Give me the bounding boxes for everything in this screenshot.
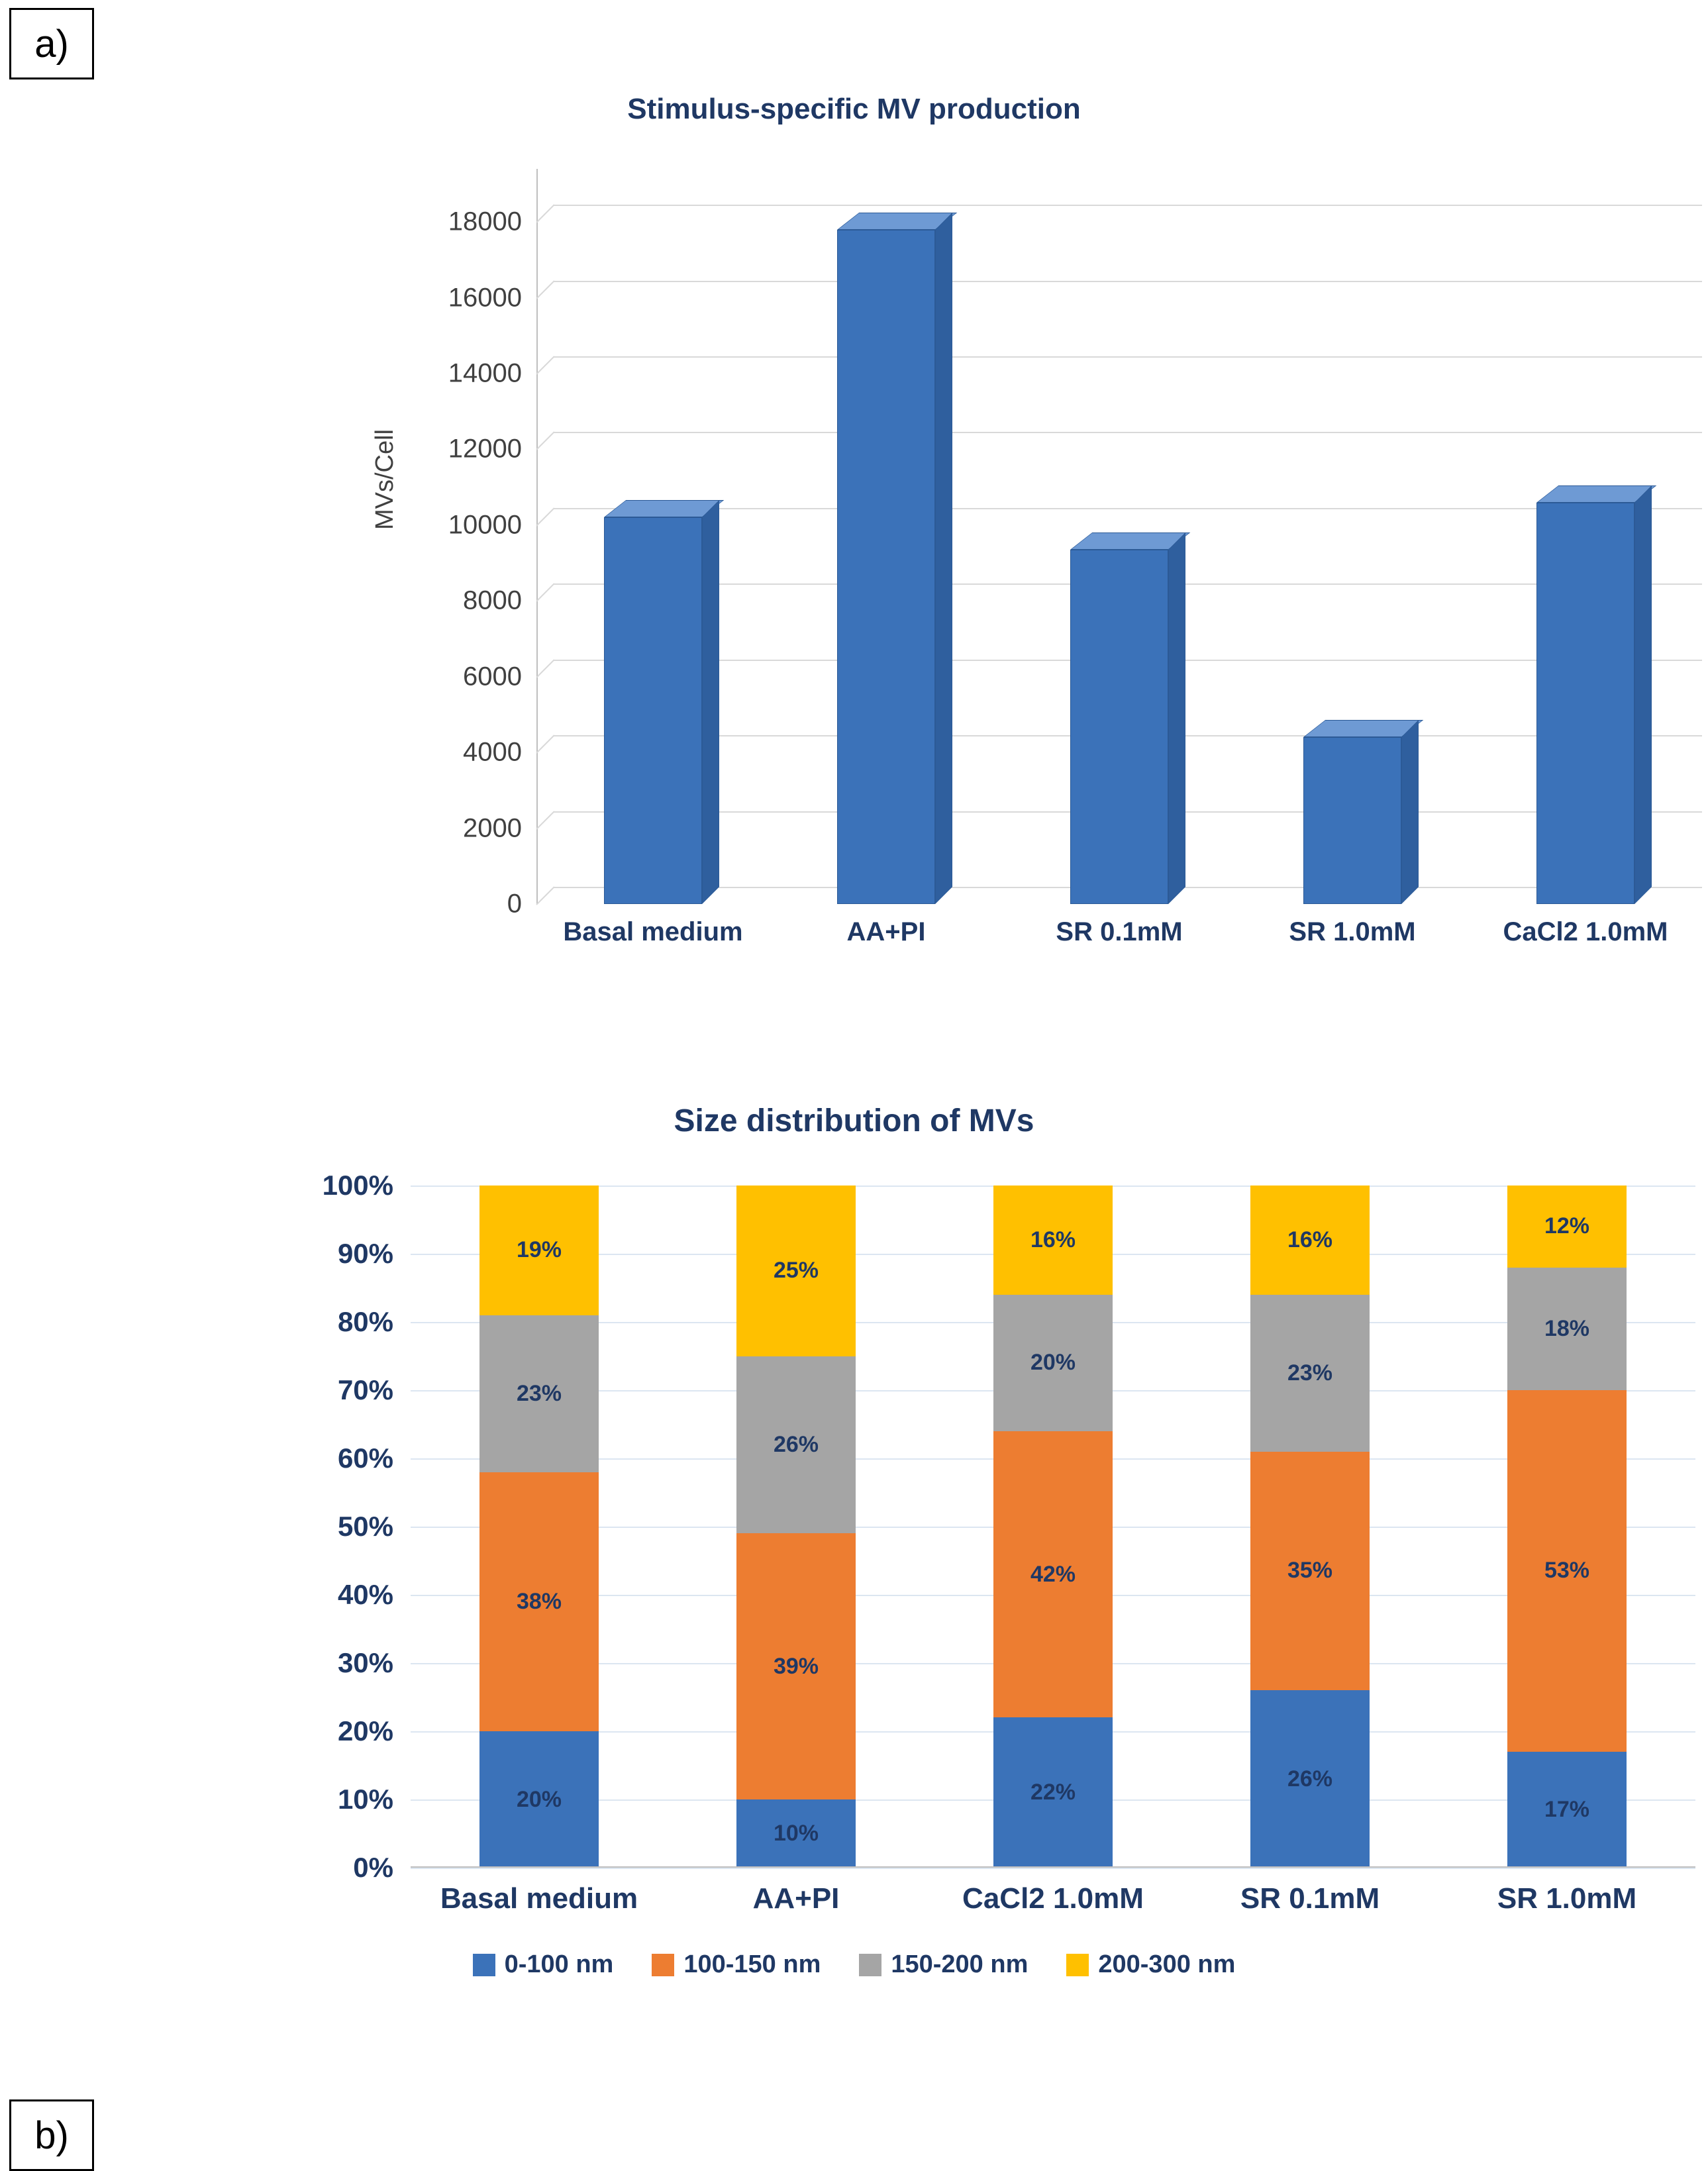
chart-b-bar-segment [993, 1431, 1113, 1718]
chart-b-bar-segment [736, 1186, 856, 1356]
chart-a-bar [1303, 737, 1401, 904]
chart-b-y-tick-label: 100% [322, 1170, 393, 1201]
chart-b-bar [1250, 1186, 1370, 1868]
chart-b-x-tick-label: SR 1.0mM [1497, 1882, 1637, 1915]
chart-b-segment-label: 38% [516, 1588, 562, 1614]
chart-a-bar-side [1634, 485, 1652, 904]
chart-b-segment-label: 18% [1544, 1315, 1590, 1341]
chart-b-x-tick-label: Basal medium [440, 1882, 638, 1915]
legend-swatch [652, 1954, 674, 1976]
chart-b-plot-area [322, 1170, 1695, 1915]
chart-b-bar-segment [736, 1533, 856, 1799]
panel-a-chart [0, 0, 1708, 1007]
chart-b-y-tick-label: 90% [337, 1238, 393, 1269]
chart-b-bar-segment [479, 1472, 599, 1731]
chart-a-y-tick-label: 0 [507, 889, 522, 919]
chart-b-x-axis [411, 1866, 1695, 1868]
chart-b-segment-label: 26% [1287, 1766, 1333, 1792]
panel-a-label: a) [9, 8, 94, 79]
chart-a-y-tick-label: 8000 [463, 585, 522, 615]
chart-a-bar [1536, 503, 1634, 904]
chart-b-segment-label: 12% [1544, 1213, 1590, 1239]
chart-b-bar-segment [1250, 1690, 1370, 1868]
chart-b-bar-segment [479, 1315, 599, 1472]
chart-b-y-tick-label: 80% [337, 1306, 393, 1337]
chart-b-bar-segment [993, 1295, 1113, 1431]
chart-a-gridline [554, 205, 1702, 206]
chart-b-bar [993, 1186, 1113, 1868]
chart-b-segment-label: 23% [516, 1380, 562, 1406]
chart-b-gridline [411, 1868, 1695, 1869]
chart-a-x-tick-label: CaCl2 1.0mM [1503, 917, 1668, 946]
chart-a-gridline [554, 432, 1702, 433]
chart-b-bar [1507, 1186, 1627, 1868]
chart-b-segment-label: 20% [516, 1786, 562, 1812]
chart-b-segment-label: 23% [1287, 1360, 1333, 1386]
legend-item [473, 1950, 614, 1979]
chart-b-y-tick-label: 20% [337, 1715, 393, 1746]
chart-a-gridline-depth [536, 507, 554, 526]
chart-b-y-tick-label: 50% [337, 1511, 393, 1542]
chart-a-y-tick-label: 14000 [448, 358, 522, 388]
legend-swatch [859, 1954, 881, 1976]
chart-b-x-tick-label: CaCl2 1.0mM [962, 1882, 1144, 1915]
chart-a-y-tick-label: 6000 [463, 662, 522, 691]
chart-b-segment-label: 22% [1030, 1780, 1076, 1805]
chart-b-y-tick-label: 10% [337, 1784, 393, 1815]
chart-b-bar-segment [993, 1717, 1113, 1868]
chart-b-bar-segment [1250, 1295, 1370, 1452]
legend-item [859, 1950, 1028, 1979]
chart-a-gridline-depth [536, 205, 554, 223]
chart-a-x-tick-label: SR 1.0mM [1289, 917, 1416, 946]
chart-b-x-tick-label: AA+PI [752, 1882, 840, 1915]
panel-b-chart [0, 1033, 1708, 2157]
chart-a-gridline-depth [536, 583, 554, 602]
chart-a-gridline-depth [536, 659, 554, 678]
legend-item [1066, 1950, 1235, 1979]
legend-item [652, 1950, 821, 1979]
chart-b-legend [0, 1950, 1708, 1979]
chart-b-bar-segment [479, 1186, 599, 1315]
chart-b-segment-label: 19% [516, 1237, 562, 1263]
chart-a-gridline-depth [536, 887, 554, 905]
chart-a-bar-front [1303, 737, 1401, 904]
chart-a-gridline-depth [536, 356, 554, 375]
legend-label: 0-100 nm [504, 1950, 614, 1978]
chart-b-bar-segment [736, 1799, 856, 1868]
chart-a-plot-area [448, 169, 1702, 946]
chart-b-title: Size distribution of MVs [674, 1103, 1034, 1138]
legend-swatch [1066, 1954, 1089, 1976]
chart-b-segment-label: 53% [1544, 1558, 1590, 1584]
chart-a-gridline-depth [536, 280, 554, 299]
chart-a-bar [1070, 550, 1168, 904]
chart-b-bar-segment [1507, 1268, 1627, 1390]
chart-b-y-tick-label: 40% [337, 1579, 393, 1610]
chart-b-segment-label: 17% [1544, 1796, 1590, 1822]
chart-b-bar-segment [1507, 1752, 1627, 1868]
legend-label: 200-300 nm [1098, 1950, 1236, 1978]
chart-a-gridline-depth [536, 432, 554, 450]
chart-b-segment-label: 42% [1030, 1561, 1076, 1587]
chart-b-segment-label: 16% [1287, 1227, 1333, 1252]
chart-b-bar-segment [736, 1356, 856, 1534]
chart-a-y-tick-label: 10000 [448, 510, 522, 540]
chart-b-segment-label: 10% [773, 1821, 819, 1846]
chart-b-bar-segment [1250, 1452, 1370, 1691]
chart-b-bar-segment [1507, 1390, 1627, 1752]
chart-b-x-tick-label: SR 0.1mM [1240, 1882, 1380, 1915]
chart-a-y-axis-label: MVs/Cell [371, 429, 399, 530]
chart-a-y-tick-label: 12000 [448, 434, 522, 464]
legend-swatch [473, 1954, 495, 1976]
chart-a-bar-front [1536, 503, 1634, 904]
chart-b-y-tick-label: 70% [337, 1374, 393, 1405]
chart-b-bar-segment [1507, 1186, 1627, 1268]
chart-b-y-tick-label: 0% [353, 1852, 393, 1883]
chart-a-x-tick-label: AA+PI [846, 917, 926, 946]
chart-a-gridline [554, 356, 1702, 358]
chart-a-bar-side [1401, 720, 1419, 904]
chart-a-x-tick-label: Basal medium [563, 917, 743, 946]
chart-b-bar [736, 1186, 856, 1868]
chart-a-gridline-depth [536, 811, 554, 829]
chart-b-segment-label: 16% [1030, 1227, 1076, 1252]
panel-b-label: b) [9, 2099, 94, 2171]
chart-a-y-tick-label: 18000 [448, 207, 522, 236]
chart-a-gridline [554, 281, 1702, 282]
chart-a-bar-front [604, 517, 702, 904]
chart-b-segment-label: 35% [1287, 1558, 1333, 1584]
chart-a-bar-front [1070, 550, 1168, 904]
chart-a-bar-front [837, 230, 935, 904]
chart-a-y-tick-label: 2000 [463, 813, 522, 843]
chart-b-y-tick-label: 60% [337, 1442, 393, 1474]
legend-label: 150-200 nm [891, 1950, 1029, 1978]
chart-a-y-tick-label: 16000 [448, 283, 522, 313]
legend-label: 100-150 nm [683, 1950, 821, 1978]
chart-b-y-tick-label: 30% [337, 1647, 393, 1678]
chart-a-y-tick-label: 4000 [463, 737, 522, 767]
chart-b-bar-segment [1250, 1186, 1370, 1295]
chart-a-title: Stimulus-specific MV production [627, 93, 1081, 125]
chart-b-bar [479, 1186, 599, 1868]
chart-a-bar-side [702, 500, 719, 904]
chart-a-bar [837, 230, 935, 904]
chart-b-segment-label: 26% [773, 1431, 819, 1457]
chart-b-bar-segment [993, 1186, 1113, 1295]
chart-a-x-tick-label: SR 0.1mM [1056, 917, 1183, 946]
chart-a-gridline [554, 508, 1702, 509]
chart-a-bar-side [1168, 532, 1185, 904]
chart-a-y-axis [536, 169, 538, 904]
chart-a-bar [604, 517, 702, 904]
chart-a-gridline-depth [536, 735, 554, 754]
chart-b-segment-label: 39% [773, 1653, 819, 1679]
chart-b-segment-label: 25% [773, 1258, 819, 1284]
chart-a-bar-side [935, 213, 952, 904]
chart-b-bar-segment [479, 1731, 599, 1868]
chart-b-segment-label: 20% [1030, 1350, 1076, 1376]
